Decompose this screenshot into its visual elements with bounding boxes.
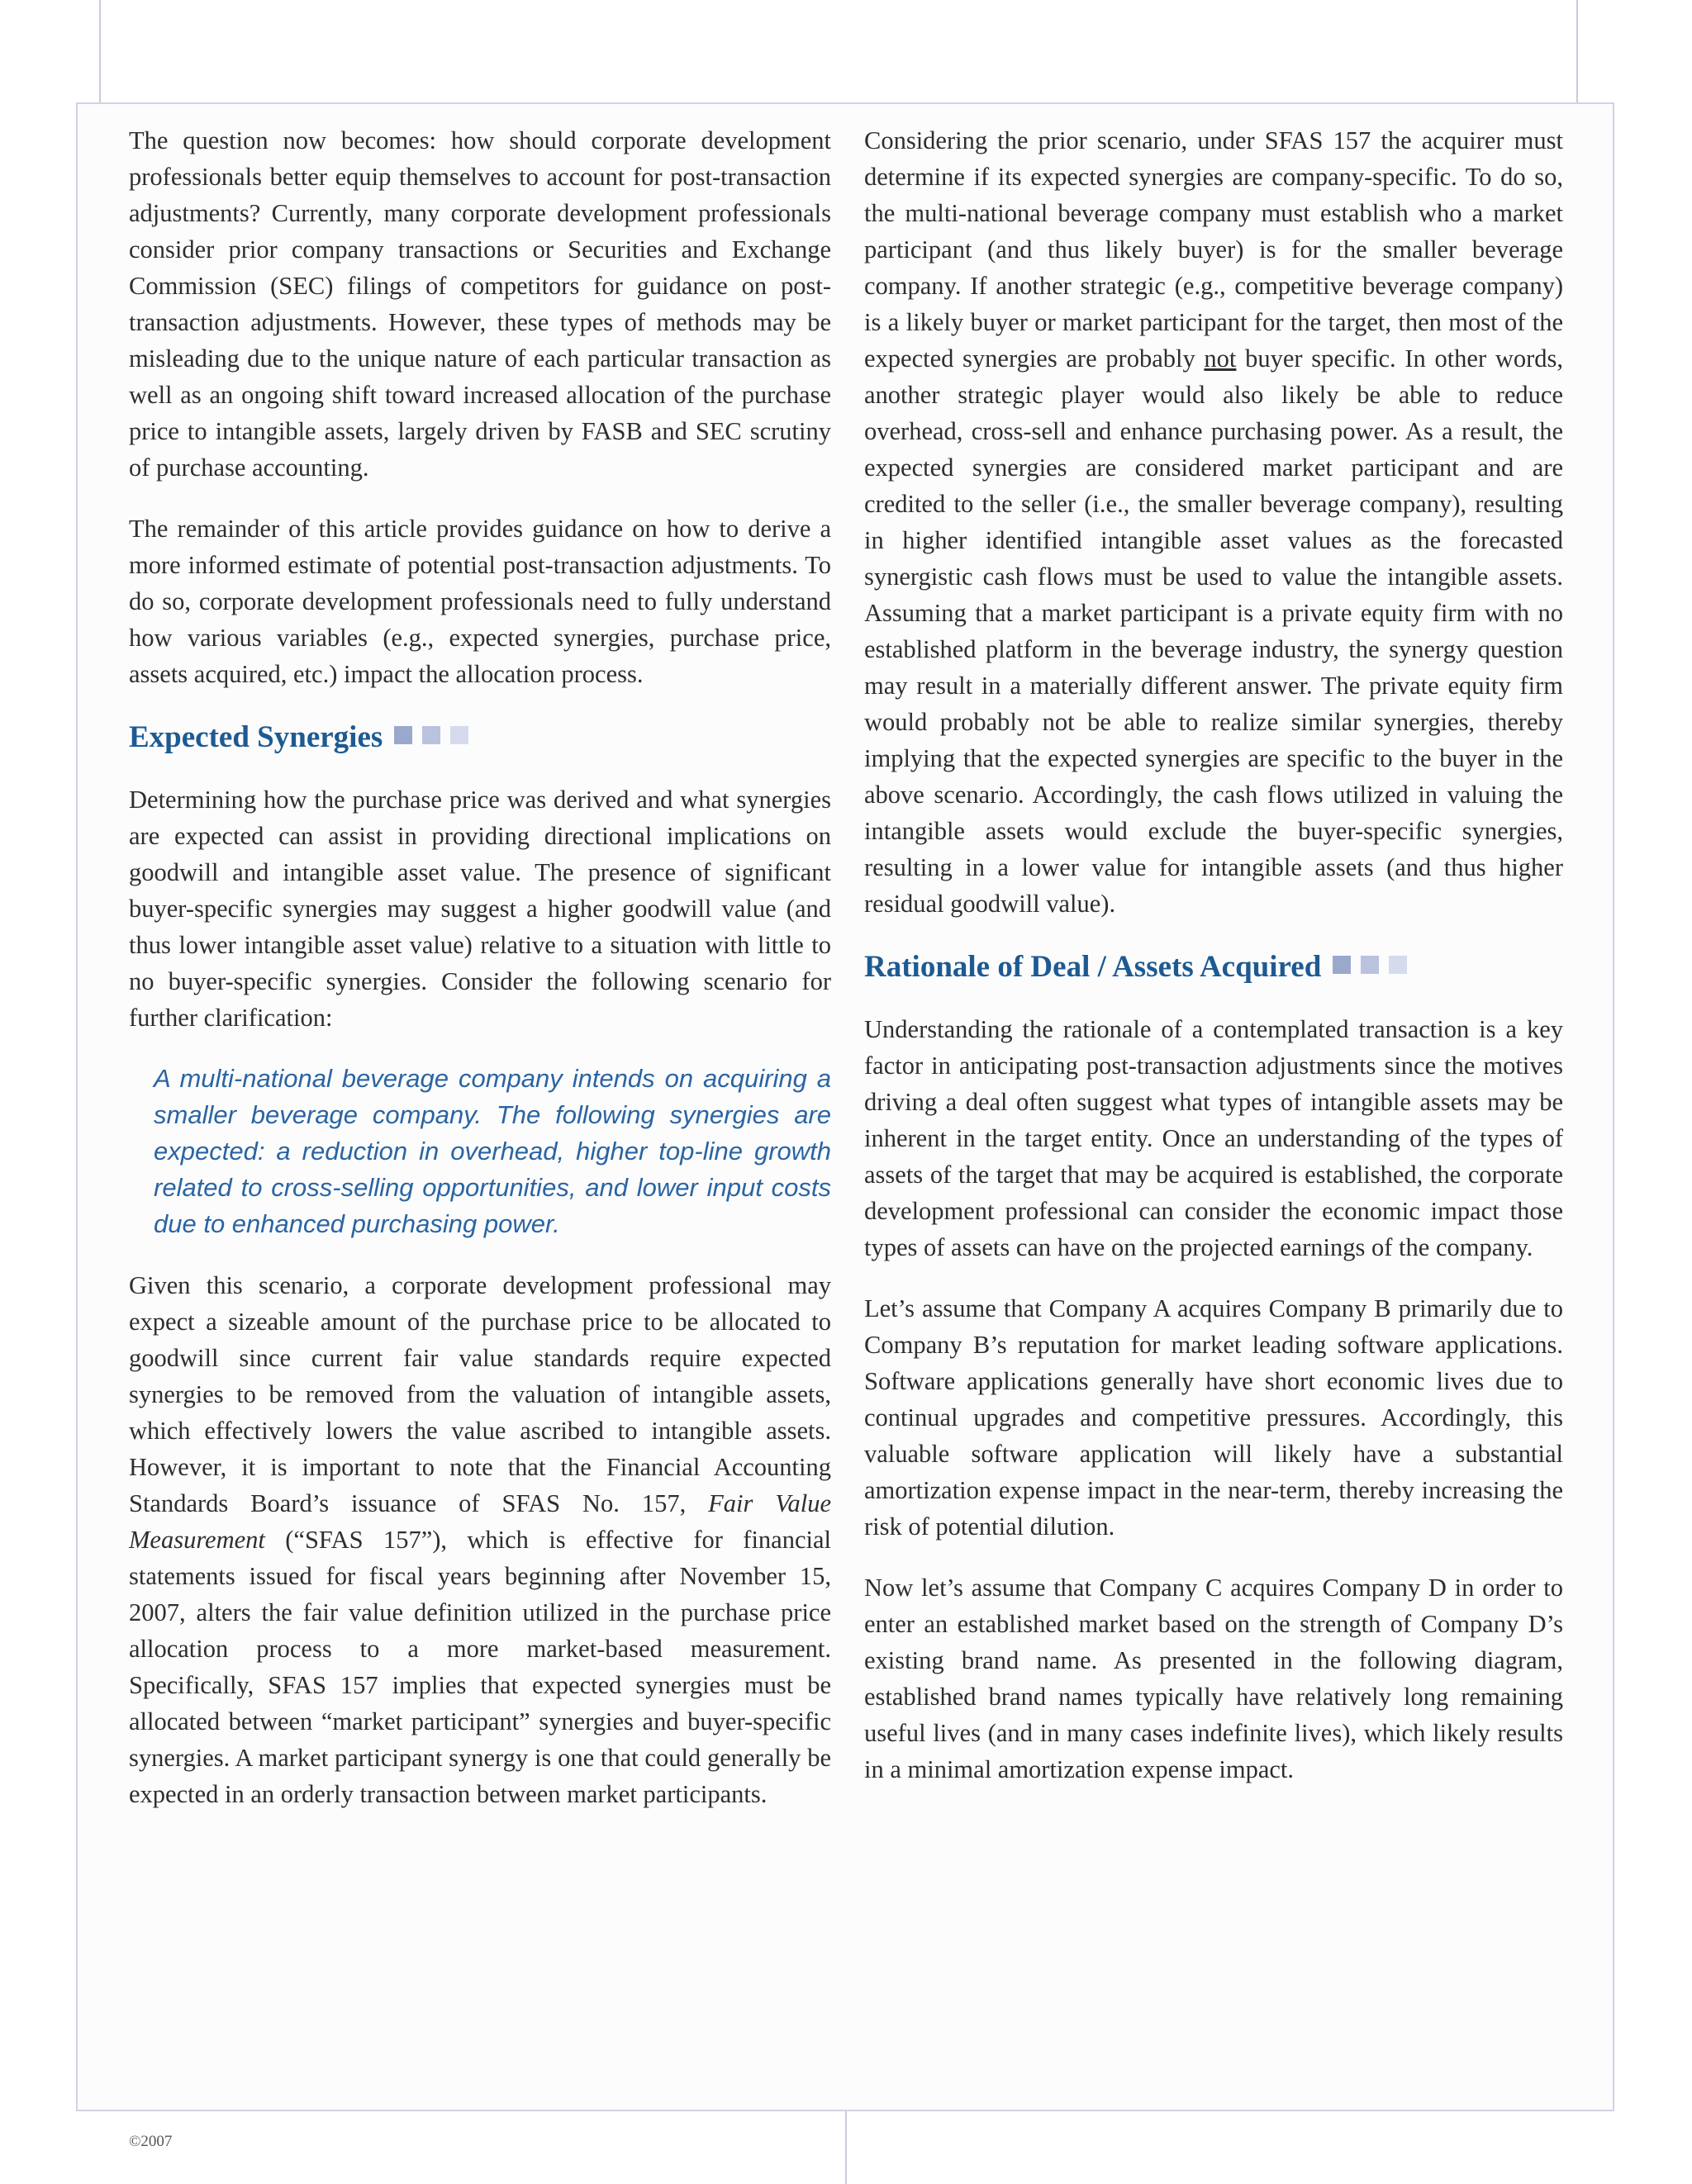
right-paragraph-1-text-a: Considering the prior scenario, under SFAS 157 the acquirer must determine if its expected synergies are company-specific. To do so, the multi-national beverage company must establish who a market participant (and thus likely buyer) is for the smaller beverage company. If another strategic (e.g., competitive beverage company) is a likely buyer or market participant for the target, then most of the expected synergies are probably (864, 126, 1563, 373)
heading-square-icon (1389, 956, 1407, 974)
section-heading-expected-synergies (129, 717, 831, 758)
section-heading-rationale (864, 947, 1563, 988)
section-heading-text: Expected Synergies (129, 720, 383, 754)
left-paragraph-2: The remainder of this article provides guidance on how to derive a more informed estimate of potential post-transaction adjustments. To do so, corporate development professionals need to fully understand how various variables (e.g., expected synergies, purchase price, assets acquired, etc.) impact the allocation process. (129, 515, 831, 688)
right-paragraph-3: Let’s assume that Company A acquires Company B primarily due to Company B’s reputation for market leading software applications. Software applications generally have short economic lives due to continual upgrades and competitive pressures. Accordingly, this valuable software application will likely have a substantial amortization expense impact in the near-term, thereby increasing the risk of potential dilution. (864, 1294, 1563, 1541)
left-paragraph-3: Determining how the purchase price was derived and what synergies are expected can assist in providing directional implications on goodwill and intangible asset value. The presence of significant buyer-specific synergies may suggest a higher goodwill value (and thus lower intangible asset value) relative to a situation with little to no buyer-specific synergies. Consider the following scenario for further clarification: (129, 786, 831, 1032)
heading-square-icon (1333, 956, 1351, 974)
scenario-quote: A multi-national beverage company intends on acquiring a smaller beverage company. The following synergies are expected: a reduction in overhead, higher top-line growth related to cross-selling opportunities, and lower input costs due to enhanced purchasing power. (154, 1064, 831, 1238)
frame-line-bottom-center (845, 2105, 847, 2184)
right-paragraph-1-text-b: buyer specific. In other words, another strategic player would also likely be able to reduce overhead, cross-sell and enhance purchasing power. As a result, the expected synergies are considered market participant and are credited to the seller (i.e., the smaller beverage company), resulting in higher identified intangible asset values as the forecasted synergistic cash flows must be used to value the intangible assets. Assuming that a market participant is a private equity firm with no established platform in the beverage industry, the synergy question may result in a materially different answer. The private equity firm would probably not be able to realize similar synergies, thereby implying that the expected synergies are specific to the buyer in the above scenario. Accordingly, the cash flows utilized in valuing the intangible assets would exclude the buyer-specific synergies, resulting in a lower value for intangible assets (and thus higher residual goodwill value). (864, 344, 1563, 918)
standard-title-italic: Fair Value Measurement (129, 1489, 832, 1554)
right-paragraph-4: Now let’s assume that Company C acquires Company D in order to enter an established market based on the strength of Company D’s existing brand name. As presented in the following diagram, established brand names typically have relatively long remaining useful lives (and in many cases indefinite lives), which likely results in a minimal amortization expense impact. (864, 1574, 1563, 1783)
right-paragraph-1 (864, 122, 1563, 922)
frame-line-left-outer (99, 0, 101, 102)
heading-square-icon (394, 726, 412, 744)
left-paragraph-1: The question now becomes: how should corporate development professionals better equip themselves to account for post-transaction adjustments? Currently, many corporate development professionals consider prior company transactions or Securities and Exchange Commission (SEC) filings of competitors for guidance on post-transaction adjustments. However, these types of methods may be misleading due to the unique nature of each particular transaction as well as an ongoing shift toward increased allocation of the purchase price to intangible assets, largely driven by FASB and SEC scrutiny of purchase accounting. (129, 126, 831, 482)
heading-square-icon (450, 726, 468, 744)
right-column (864, 122, 1563, 1812)
left-paragraph-4 (129, 1267, 831, 1812)
underlined-word: not (1204, 344, 1237, 373)
heading-square-icon (422, 726, 440, 744)
copyright-notice: ©2007 (129, 2133, 173, 2150)
frame-line-right-outer (1576, 0, 1578, 102)
heading-square-icon (1361, 956, 1379, 974)
section-heading-text: Rationale of Deal / Assets Acquired (864, 950, 1322, 984)
left-paragraph-4-text-b: (“SFAS 157”), which is effective for financial statements issued for fiscal years beginning after November 15, 2007, alters the fair value definition utilized in the purchase price allocation process to a more market-based measurement. Specifically, SFAS 157 implies that expected synergies must be allocated between “market participant” synergies and buyer-specific synergies. A market participant synergy is one that could generally be expected in an orderly transaction between market participants. (129, 1526, 831, 1808)
left-column (129, 122, 831, 1837)
right-paragraph-2: Understanding the rationale of a contemplated transaction is a key factor in anticipating post-transaction adjustments since the motives driving a deal often suggest what types of intangible assets may be inherent in the target entity. Once an understanding of the types of assets of the target that may be acquired is established, the corporate development professional can consider the economic impact those types of assets can have on the projected earnings of the company. (864, 1015, 1563, 1261)
left-paragraph-4-text-a: Given this scenario, a corporate development professional may expect a sizeable amount of the purchase price to be allocated to goodwill since current fair value standards require expected synergies to be removed from the valuation of intangible assets, which effectively lowers the value ascribed to intangible assets. However, it is important to note that the Financial Accounting Standards Board’s issuance of SFAS No. 157, (129, 1271, 831, 1517)
